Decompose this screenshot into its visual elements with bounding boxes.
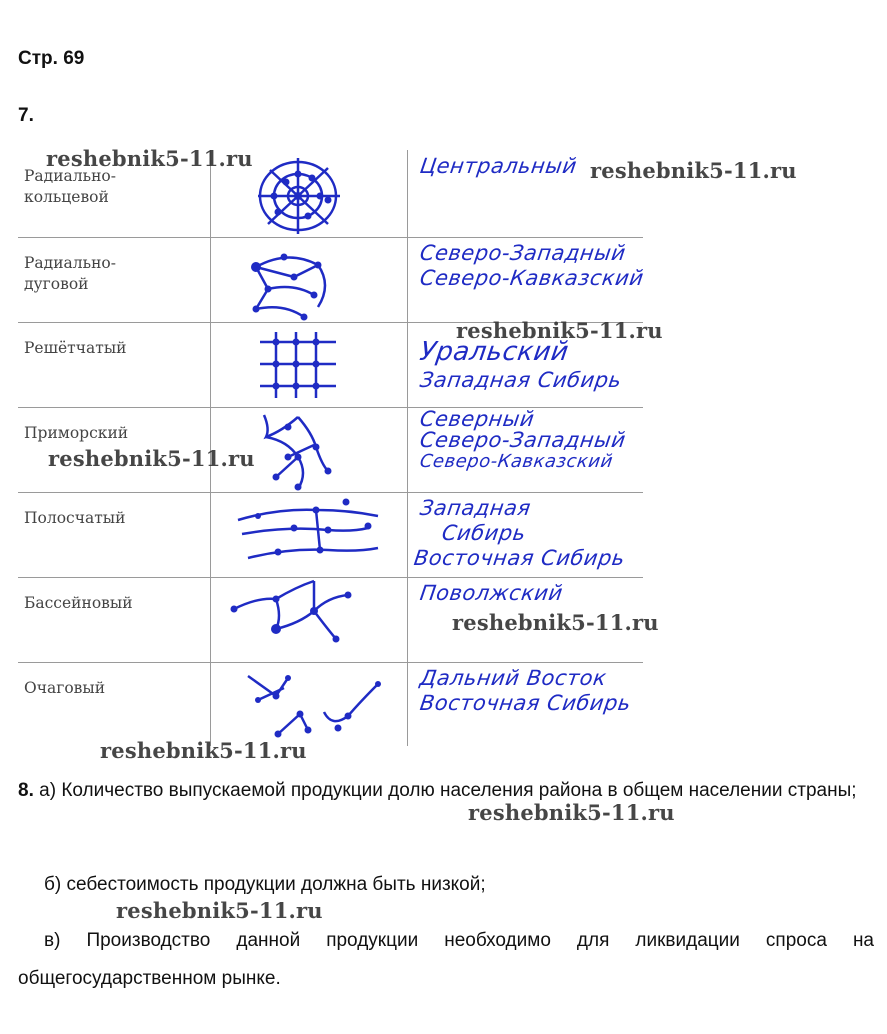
- settlement-type-label: Решётчатый: [24, 339, 127, 357]
- watermark: reshebnik5-11.ru: [48, 446, 255, 471]
- task-8-answer-c: в) Производство данной продукции необходимо для ликвидации спроса на общегосударственном рынке.: [18, 930, 874, 989]
- settlement-type-label: Приморский: [24, 424, 129, 442]
- focal-sketch-icon: [228, 662, 424, 747]
- watermark: reshebnik5-11.ru: [590, 158, 797, 183]
- economic-regions: [420, 409, 660, 472]
- economic-regions: [420, 581, 660, 606]
- basin-sketch-icon: [228, 577, 424, 662]
- settlement-type-label: Полосчатый: [24, 509, 126, 527]
- region-name: Северо-Западный: [418, 428, 628, 452]
- settlement-type-label: Радиально- дуговой: [24, 254, 116, 293]
- watermark: reshebnik5-11.ru: [116, 898, 323, 923]
- page-heading: Стр. 69: [18, 48, 85, 69]
- settlement-type-label: Бассейновый: [24, 594, 133, 612]
- region-name: Поволжский: [418, 581, 565, 605]
- table-row: [18, 237, 646, 322]
- economic-regions: [417, 336, 660, 393]
- region-name: Северный: [418, 407, 536, 431]
- economic-regions: [412, 496, 660, 571]
- watermark: reshebnik5-11.ru: [452, 610, 659, 635]
- answer-text: а) Количество выпускаемой продукции долю населения района в общем населении страны;: [39, 780, 857, 801]
- radial-arc-sketch-icon: [228, 237, 424, 322]
- watermark: reshebnik5-11.ru: [456, 318, 663, 343]
- region-name: Дальний Восток: [418, 666, 609, 690]
- region-name: Западная Сибирь: [418, 368, 624, 392]
- economic-regions: [420, 666, 660, 716]
- task-8-number: 8.: [18, 780, 34, 801]
- watermark: reshebnik5-11.ru: [100, 738, 307, 763]
- region-name: Северо-Западный: [418, 241, 628, 265]
- task-7-number: 7.: [18, 105, 34, 126]
- region-name: Уральский: [417, 337, 571, 367]
- grid-sketch-icon: [228, 322, 424, 407]
- settlement-type-label: Радиально- кольцевой: [24, 167, 116, 206]
- economic-regions: [420, 241, 660, 291]
- task-8-answer-b: б) себестоимость продукции должна быть низкой;: [44, 874, 486, 895]
- watermark: reshebnik5-11.ru: [468, 800, 675, 825]
- region-name: Восточная Сибирь: [418, 691, 633, 715]
- coastal-sketch-icon: [228, 407, 424, 492]
- region-name: Центральный: [418, 154, 579, 178]
- region-name: Западная: [418, 496, 533, 520]
- radial-ring-sketch-icon: [228, 150, 424, 235]
- region-name: Северо-Кавказский: [418, 451, 615, 472]
- settlement-type-label: Очаговый: [24, 679, 106, 697]
- region-name: Сибирь: [440, 521, 528, 545]
- strip-sketch-icon: [228, 492, 424, 577]
- table-row: [18, 662, 643, 747]
- watermark: reshebnik5-11.ru: [46, 146, 253, 171]
- table-row: [18, 492, 643, 577]
- region-name: Северо-Кавказский: [418, 266, 646, 290]
- region-name: Восточная Сибирь: [412, 546, 627, 570]
- task-8-answer-a: [18, 772, 874, 810]
